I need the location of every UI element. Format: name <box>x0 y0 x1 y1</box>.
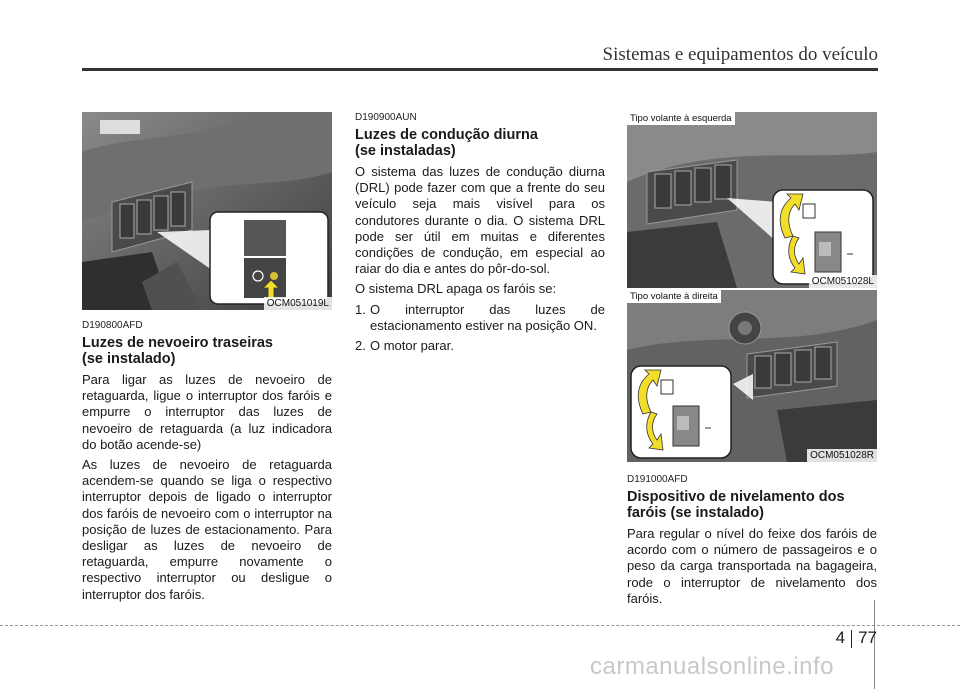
column-drl <box>355 112 605 358</box>
page-number-value: 77 <box>858 628 877 647</box>
section-heading <box>627 489 877 521</box>
paragraph: O sistema das luzes de condução diurna (DRL) pode fazer com que a frente do seu veículo seja mais visível para os condutores durante o dia. O sistema DRL pode ser útil em muitas e diferentes condições de condução, em especial ao raiar do dia e antes do pôr-do-sol. <box>355 164 605 277</box>
dashboard-illustration <box>82 112 332 310</box>
page-separator <box>851 630 852 648</box>
page-header-title: Sistemas e equipamentos do veículo <box>602 44 878 65</box>
heading-line-1: Luzes de nevoeiro traseiras <box>82 335 273 351</box>
list-item: 1. O interruptor das luzes de estacionamento estiver na posição ON. <box>355 301 605 333</box>
figure-tag: Tipo volante à direita <box>627 290 721 303</box>
figure-code: OCM051019L <box>264 297 332 310</box>
figure-code: OCM051028R <box>807 449 877 462</box>
column-rear-fog <box>82 112 332 607</box>
figure-right-hand-drive <box>627 290 877 462</box>
column-headlight-leveling <box>627 112 877 611</box>
heading-line-2: (se instalado) <box>82 351 176 367</box>
heading-line-1: Luzes de condução diurna <box>355 127 538 143</box>
figure-tag: Tipo volante à esquerda <box>627 112 735 125</box>
footer-dashed-rule <box>0 625 960 626</box>
section-code: D190800AFD <box>82 320 143 331</box>
figure-left-hand-drive <box>627 112 877 288</box>
page-number <box>836 628 877 648</box>
chapter-number: 4 <box>835 628 846 647</box>
paragraph: Para regular o nível do feixe dos faróis de acordo com o número de passageiros e o peso da carga transportada na bagageira, rode o interruptor de nivelamento dos faróis. <box>627 526 877 606</box>
condition-list <box>355 302 605 355</box>
figure-code: OCM051028L <box>809 275 877 288</box>
heading-line-1: Dispositivo de nivelamento dos <box>627 489 845 505</box>
heading-line-2: faróis (se instalado) <box>627 505 764 521</box>
list-item: 2. O motor parar. <box>355 338 454 354</box>
section-code: D191000AFD <box>627 474 688 485</box>
dashboard-illustration <box>627 290 877 462</box>
watermark: carmanualsonline.info <box>590 653 834 680</box>
dashboard-illustration <box>627 112 877 288</box>
heading-line-2: (se instaladas) <box>355 143 456 159</box>
paragraph: As luzes de nevoeiro de retaguarda acendem-se quando se liga o respectivo interruptor depois de ligado o interruptor dos faróis de nevoeiro com o interruptor na posição de luzes de estacionamento. Para desligar as luzes de nevoeiro de retaguarda, empurre novamente o respectivo interruptor ou desligue o interruptor dos faróis. <box>82 457 332 602</box>
section-code: D190900AUN <box>355 112 417 123</box>
section-heading <box>82 335 332 367</box>
paragraph: O sistema DRL apaga os faróis se: <box>355 281 557 297</box>
paragraph: Para ligar as luzes de nevoeiro de retaguarda, ligue o interruptor dos faróis e empurre o interruptor das luzes de nevoeiro de retaguarda (a luz indicadora do botão acende-se) <box>82 372 332 452</box>
section-heading <box>355 127 605 159</box>
header-rule <box>82 68 878 71</box>
figure-rear-fog-switch <box>82 112 332 310</box>
